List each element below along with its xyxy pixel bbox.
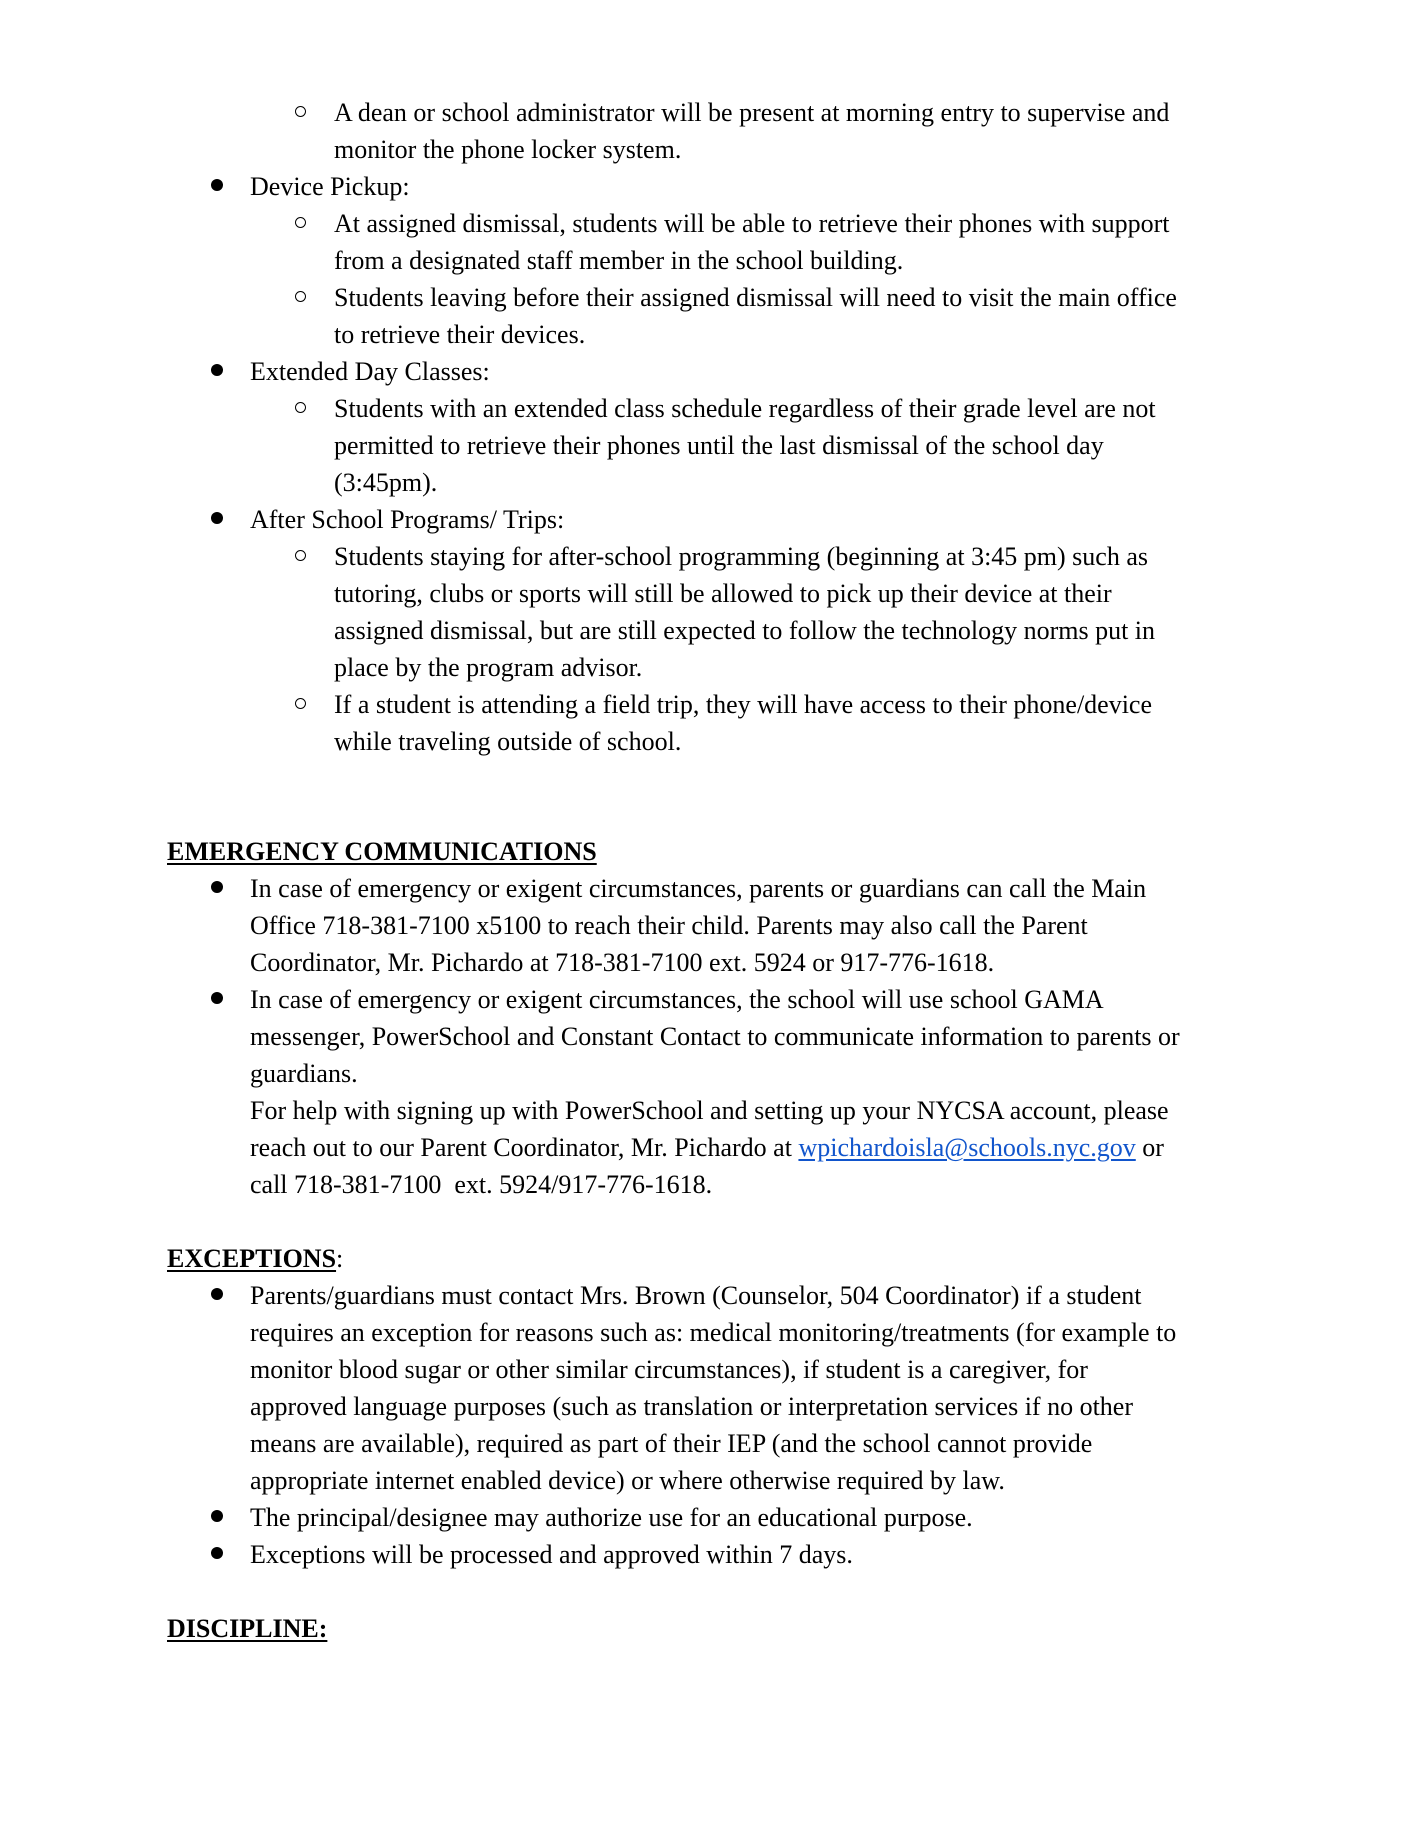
list-item-text: from a designated staff member in the school building. xyxy=(334,246,904,275)
list-item-text: call 718-381-7100 ext. 5924/917-776-1618. xyxy=(250,1170,713,1199)
email-link[interactable]: wpichardoisla@schools.nyc.gov xyxy=(798,1133,1136,1162)
bullet-icon xyxy=(211,364,223,376)
link-line-prefix: reach out to our Parent Coordinator, Mr. Pichardo at xyxy=(250,1133,799,1162)
list-item-text: messenger, PowerSchool and Constant Contact to communicate information to parents or xyxy=(250,1022,1180,1051)
hollow-bullet-icon xyxy=(295,217,306,228)
list-item-text: requires an exception for reasons such as: medical monitoring/treatments (for example to xyxy=(250,1318,1177,1347)
list-item-text: Office 718-381-7100 x5100 to reach their child. Parents may also call the Parent xyxy=(250,911,1088,940)
list-item-text: monitor the phone locker system. xyxy=(334,135,682,164)
list-item-text: (3:45pm). xyxy=(334,468,438,497)
hollow-bullet-icon xyxy=(295,106,306,117)
list-item-text xyxy=(250,1129,1164,1166)
list-item-text: permitted to retrieve their phones until the last dismissal of the school day xyxy=(334,431,1104,460)
list-item-text: Parents/guardians must contact Mrs. Brown (Counselor, 504 Coordinator) if a student xyxy=(250,1281,1142,1310)
list-item-text: place by the program advisor. xyxy=(334,653,643,682)
bullet-icon xyxy=(211,512,223,524)
list-item-text: The principal/designee may authorize use for an educational purpose. xyxy=(250,1503,973,1532)
list-item-text: Exceptions will be processed and approved within 7 days. xyxy=(250,1540,853,1569)
list-item-text: Coordinator, Mr. Pichardo at 718-381-7100 ext. 5924 or 917-776-1618. xyxy=(250,948,995,977)
list-item-label: Extended Day Classes: xyxy=(250,357,490,386)
hollow-bullet-icon xyxy=(295,698,306,709)
bullet-icon xyxy=(211,992,223,1004)
section-heading-exceptions-wrap xyxy=(167,1240,343,1277)
list-item-text: In case of emergency or exigent circumstances, parents or guardians can call the Main xyxy=(250,874,1147,903)
list-item-text: For help with signing up with PowerSchool and setting up your NYCSA account, please xyxy=(250,1096,1169,1125)
list-item-text: monitor blood sugar or other similar circumstances), if student is a caregiver, for xyxy=(250,1355,1088,1384)
bullet-icon xyxy=(211,1547,223,1559)
bullet-icon xyxy=(211,881,223,893)
list-item-text: A dean or school administrator will be present at morning entry to supervise and xyxy=(334,98,1170,127)
list-item-text: while traveling outside of school. xyxy=(334,727,682,756)
list-item-label: Device Pickup: xyxy=(250,172,410,201)
hollow-bullet-icon xyxy=(295,550,306,561)
hollow-bullet-icon xyxy=(295,291,306,302)
list-item-text: approved language purposes (such as translation or interpretation services if no other xyxy=(250,1392,1133,1421)
bullet-icon xyxy=(211,1288,223,1300)
section-heading-emergency: EMERGENCY COMMUNICATIONS xyxy=(167,837,597,866)
heading-colon: : xyxy=(336,1244,344,1273)
list-item-text: At assigned dismissal, students will be able to retrieve their phones with support xyxy=(334,209,1170,238)
list-item-text: assigned dismissal, but are still expected to follow the technology norms put in xyxy=(334,616,1156,645)
bullet-icon xyxy=(211,179,223,191)
list-item-text: Students staying for after-school programming (beginning at 3:45 pm) such as xyxy=(334,542,1148,571)
list-item-text: If a student is attending a field trip, they will have access to their phone/device xyxy=(334,690,1153,719)
list-item-text: appropriate internet enabled device) or where otherwise required by law. xyxy=(250,1466,1005,1495)
list-item-text: Students leaving before their assigned dismissal will need to visit the main office xyxy=(334,283,1177,312)
list-item-text: In case of emergency or exigent circumstances, the school will use school GAMA xyxy=(250,985,1104,1014)
link-line-suffix: or xyxy=(1135,1133,1164,1162)
list-item-text: means are available), required as part of their IEP (and the school cannot provide xyxy=(250,1429,1093,1458)
section-heading-discipline: DISCIPLINE: xyxy=(167,1614,328,1643)
list-item-text: guardians. xyxy=(250,1059,358,1088)
list-item-text: to retrieve their devices. xyxy=(334,320,586,349)
list-item-text: tutoring, clubs or sports will still be allowed to pick up their device at their xyxy=(334,579,1112,608)
bullet-icon xyxy=(211,1510,223,1522)
hollow-bullet-icon xyxy=(295,402,306,413)
list-item-text: Students with an extended class schedule regardless of their grade level are not xyxy=(334,394,1156,423)
list-item-label: After School Programs/ Trips: xyxy=(250,505,565,534)
section-heading-exceptions: EXCEPTIONS xyxy=(167,1244,337,1273)
